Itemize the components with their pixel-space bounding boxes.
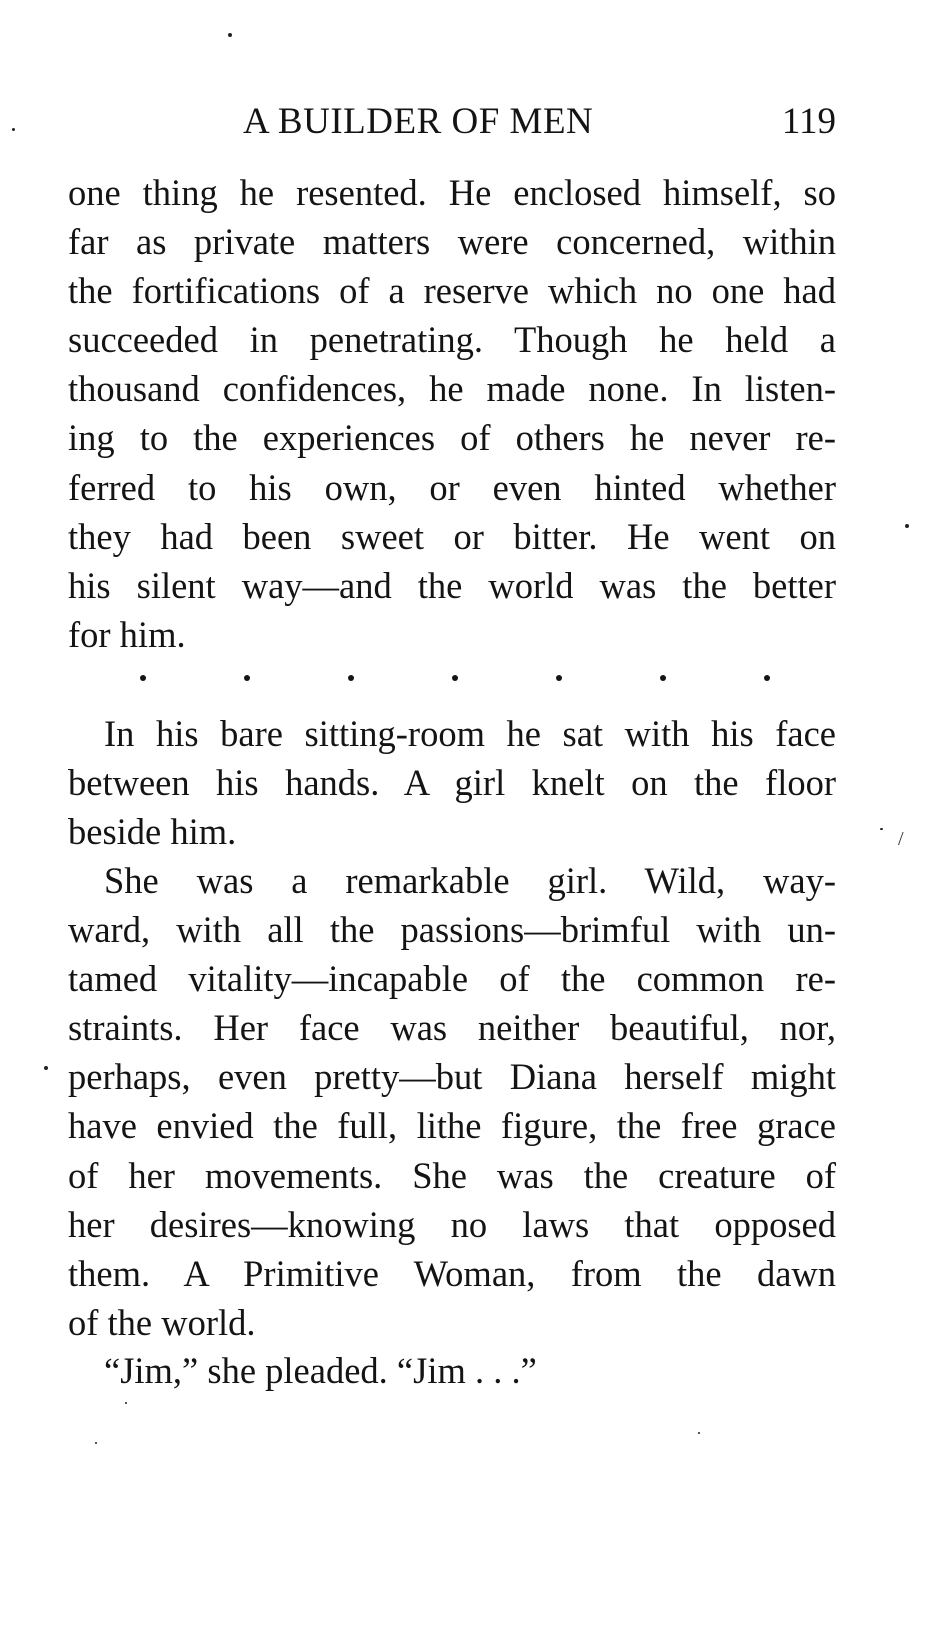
text-line: them. A Primitive Woman, from the dawn xyxy=(68,1252,836,1294)
ornament-dot xyxy=(764,675,770,681)
text-line: beside him. xyxy=(68,811,237,853)
ornament-dot xyxy=(556,675,562,681)
page-number: 119 xyxy=(781,101,836,142)
text-line: far as private matters were concerned, within xyxy=(68,221,836,263)
ornament-dot xyxy=(140,675,146,681)
text-line: ferred to his own, or even hinted whether xyxy=(68,466,836,508)
text-line: his silent way—and the world was the better xyxy=(68,564,836,606)
text-line: tamed vitality—incapable of the common re- xyxy=(68,958,836,1000)
ornament-dot xyxy=(452,675,458,681)
text-line: have envied the full, lithe figure, the free grace xyxy=(68,1105,836,1147)
paragraph-sitting-room xyxy=(68,709,836,856)
text-line: of the world. xyxy=(68,1301,256,1343)
text-line: between his hands. A girl knelt on the floor xyxy=(68,762,836,804)
paragraph-continued xyxy=(68,168,836,659)
text-line: thousand confidences, he made none. In listen- xyxy=(68,368,836,410)
text-line: “Jim,” she pleaded. “Jim . . .” xyxy=(104,1350,537,1391)
text-line: the fortifications of a reserve which no one had xyxy=(68,270,836,312)
ornament-dot xyxy=(348,675,354,681)
ornament-dot xyxy=(244,675,250,681)
print-speck xyxy=(698,1432,700,1434)
text-line: She was a remarkable girl. Wild, way- xyxy=(104,860,836,901)
running-title: A BUILDER OF MEN xyxy=(243,101,594,142)
print-speck xyxy=(125,1402,127,1404)
text-line: ward, with all the passions—brimful with un- xyxy=(68,909,836,951)
text-line: In his bare sitting-room he sat with his face xyxy=(104,713,836,754)
print-speck xyxy=(12,128,15,131)
print-speck xyxy=(905,524,909,528)
text-line: for him. xyxy=(68,613,186,655)
print-mark: / xyxy=(898,828,904,850)
text-line: they had been sweet or bitter. He went on xyxy=(68,515,836,557)
page-header xyxy=(68,100,836,144)
print-speck xyxy=(95,1442,97,1444)
text-line: her desires—knowing no laws that opposed xyxy=(68,1203,836,1245)
ornament-dot xyxy=(660,675,666,681)
paragraph-dialogue xyxy=(68,1346,836,1395)
text-line: straints. Her face was neither beautiful, nor, xyxy=(68,1007,836,1049)
section-break-dots xyxy=(140,668,770,688)
text-line: perhaps, even pretty—but Diana herself might xyxy=(68,1056,836,1098)
text-line: succeeded in penetrating. Though he held a xyxy=(68,319,836,361)
print-speck xyxy=(228,33,232,37)
text-line: one thing he resented. He enclosed himself, so xyxy=(68,172,836,213)
print-speck xyxy=(880,828,883,830)
text-line: ing to the experiences of others he never re- xyxy=(68,417,836,459)
print-speck xyxy=(44,1066,48,1070)
paragraph-remarkable-girl xyxy=(68,856,836,1347)
text-line: of her movements. She was the creature of xyxy=(68,1154,836,1196)
